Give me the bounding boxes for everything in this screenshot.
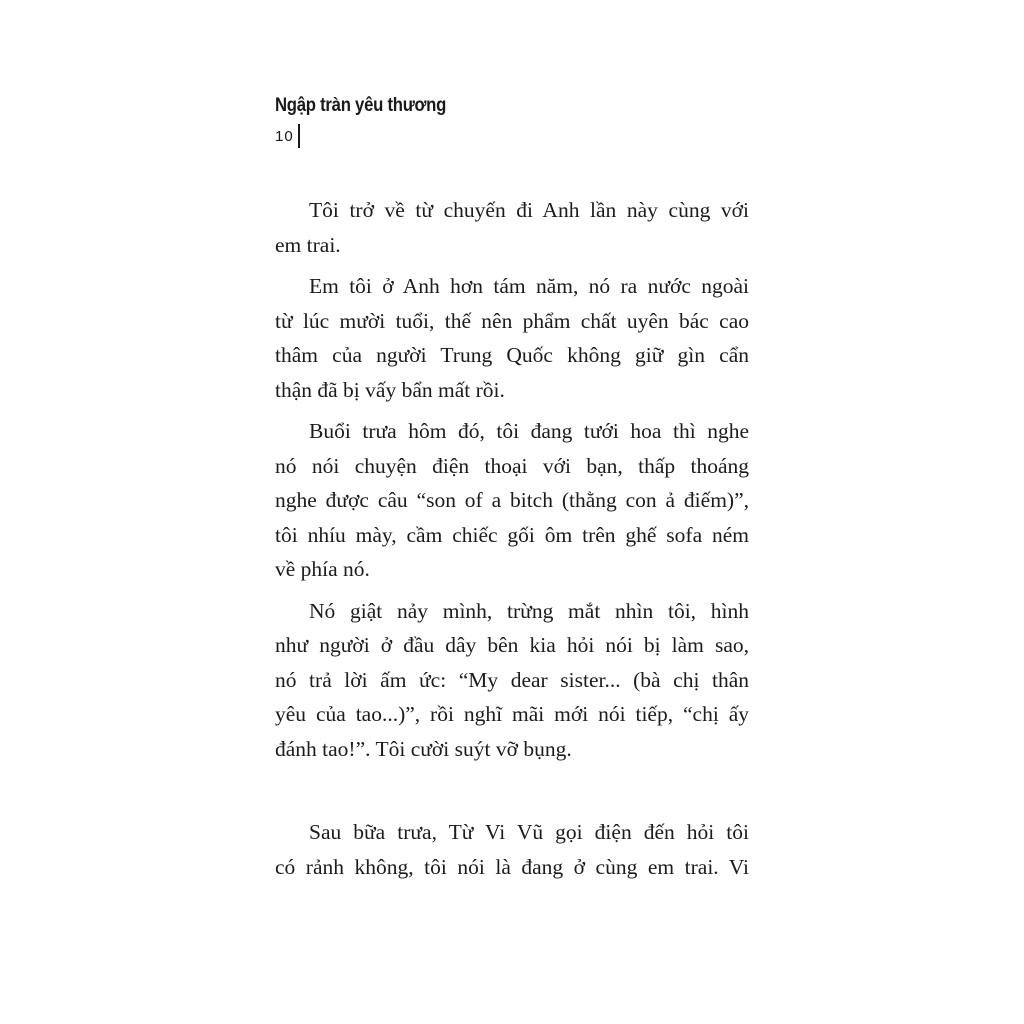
text-line: về phía nó. bbox=[275, 557, 370, 581]
text-line: Buổi trưa hôm đó, tôi đang tưới hoa thì nghe bbox=[309, 419, 749, 443]
running-title: Ngập tràn yêu thương bbox=[275, 95, 447, 116]
paragraph-5 bbox=[275, 815, 749, 884]
text-line: thâm của người Trung Quốc không giữ gìn cẩn bbox=[275, 343, 749, 367]
text-line: nó trả lời ấm ức: “My dear sister... (bà chị thân bbox=[275, 667, 749, 692]
body-text bbox=[275, 193, 749, 891]
text-line: nghe được câu “son of a bitch (thằng con ả điếm)”, bbox=[275, 488, 749, 512]
text-line: Em tôi ở Anh hơn tám năm, nó ra nước ngoài bbox=[309, 274, 749, 298]
text-line: tôi nhíu mày, cầm chiếc gối ôm trên ghế sofa ném bbox=[275, 522, 749, 547]
text-line: em trai. bbox=[275, 232, 341, 257]
page-number-block bbox=[275, 124, 300, 148]
text-line: Sau bữa trưa, Từ Vi Vũ gọi điện đến hỏi tôi bbox=[309, 820, 749, 844]
text-line: Nó giật nảy mình, trừng mắt nhìn tôi, hình bbox=[309, 598, 749, 623]
page-number: 10 bbox=[275, 127, 294, 145]
page-number-rule bbox=[298, 124, 300, 148]
text-line: Tôi trở về từ chuyến đi Anh lần này cùng với bbox=[309, 198, 749, 222]
text-line: nó nói chuyện điện thoại với bạn, thấp thoáng bbox=[275, 453, 749, 478]
paragraph-4 bbox=[275, 594, 749, 767]
paragraph-3 bbox=[275, 414, 749, 587]
text-line: thận đã bị vấy bẩn mất rồi. bbox=[275, 377, 505, 402]
text-line: có rảnh không, tôi nói là đang ở cùng em trai. Vi bbox=[275, 854, 749, 879]
text-line: đánh tao!”. Tôi cười suýt vỡ bụng. bbox=[275, 736, 572, 761]
text-line: yêu của tao...)”, rồi nghĩ mãi mới nói tiếp, “chị ấy bbox=[275, 702, 749, 726]
paragraph-1 bbox=[275, 193, 749, 262]
text-line: từ lúc mười tuổi, thế nên phẩm chất uyên bác cao bbox=[275, 308, 749, 333]
text-line: như người ở đầu dây bên kia hỏi nói bị làm sao, bbox=[275, 633, 749, 657]
section-break bbox=[275, 773, 749, 815]
paragraph-2 bbox=[275, 269, 749, 407]
